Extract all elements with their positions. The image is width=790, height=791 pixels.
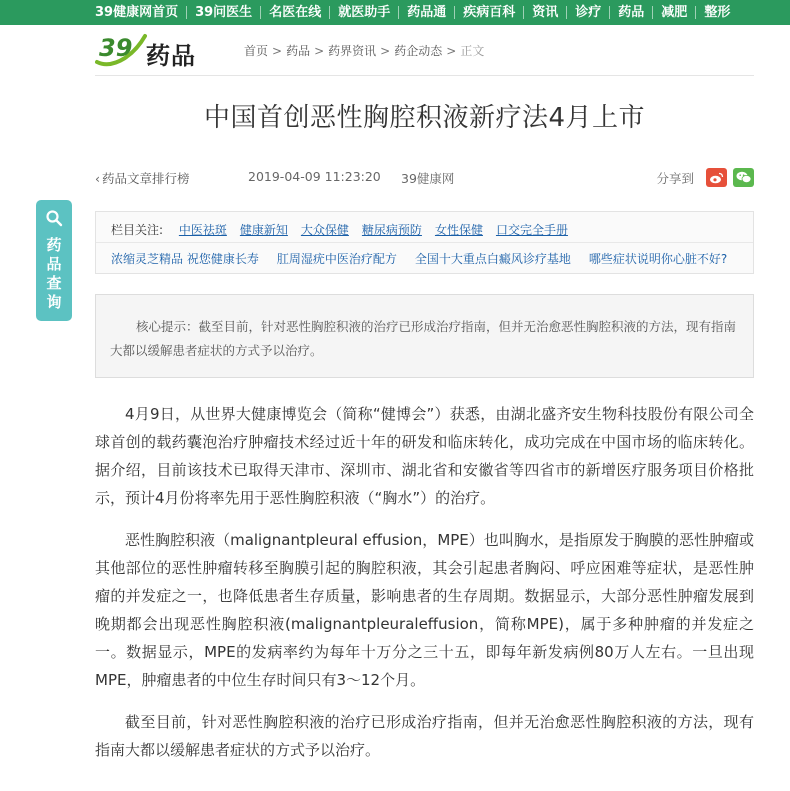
search-icon — [45, 209, 63, 227]
rank-list-link[interactable] — [95, 169, 190, 187]
topics-row-1 — [111, 221, 581, 238]
top-nav-item[interactable]: 诊疗 — [575, 5, 602, 20]
side-tab-char: 品 — [46, 255, 62, 273]
side-tab-char: 药 — [46, 236, 62, 254]
rank-list-label: 药品文章排行榜 — [102, 171, 190, 186]
topic-link[interactable]: 大众保健 — [300, 223, 349, 237]
header-divider — [95, 75, 754, 76]
core-tip-text: 核心提示：截至目前，针对恶性胸腔积液的治疗已形成治疗指南，但并无治愈恶性胸腔积液的方法，现有指南大都以缓解患者症状的方式予以治疗。 — [110, 319, 737, 358]
logo-number: 39 — [99, 34, 133, 62]
logo-text: 药品 — [146, 42, 196, 70]
body-paragraph: 截至目前，针对恶性胸腔积液的治疗已形成治疗指南，但并无治愈恶性胸腔积液的方法，现有指南大都以缓解患者症状的方式予以治疗。 — [95, 713, 754, 759]
top-nav-separator — [454, 6, 455, 19]
topics-divider — [96, 242, 753, 243]
breadcrumb-link[interactable]: 药品 — [286, 44, 311, 58]
top-nav-item[interactable]: 药品 — [618, 5, 645, 20]
top-nav-item[interactable]: 整形 — [704, 5, 731, 20]
promo-link[interactable]: 哪些症状说明你心脏不好? — [588, 252, 728, 266]
top-nav-item[interactable]: 就医助手 — [338, 5, 391, 20]
topic-link[interactable]: 口交完全手册 — [495, 223, 568, 237]
top-nav-separator — [566, 6, 567, 19]
top-nav-item[interactable]: 39问医生 — [195, 5, 253, 20]
body-paragraph: 恶性胸腔积液（malignantpleural effusion，MPE）也叫胸水，是指原发于胸膜的恶性肿瘤或其他部位的恶性肿瘤转移至胸膜引起的胸腔积液，其会引起患者胸闷、呼应困难等症状，是恶性肿瘤的并发症之一，也降低患者生存质量，影响患者的生存周期。数据显示，大部分恶性肿瘤发展到晚期都会出现恶性胸腔积液(malignantpleuraleffusion，简称MPE)，属于多种肿瘤的并发症之一。数据显示，MPE的发病率约为每年十万分之三十五，即每年新发病例80万人左右。一旦出现MPE，肿瘤患者的中位生存时间只有3～12个月。 — [95, 531, 754, 689]
topic-link[interactable]: 健康新知 — [239, 223, 288, 237]
promo-link[interactable]: 全国十大重点白癜风诊疗基地 — [414, 252, 571, 266]
breadcrumb-link[interactable]: 药企动态 — [394, 44, 443, 58]
logo-39-mark — [95, 32, 147, 68]
share-group — [656, 168, 754, 187]
top-nav-bar — [0, 0, 790, 25]
breadcrumb-separator: > — [380, 44, 391, 58]
publish-date: 2019-04-09 11:23:20 — [248, 169, 381, 184]
breadcrumb-current: 正文 — [460, 44, 485, 58]
chevron-left-icon: ‹ — [95, 171, 100, 186]
wechat-icon — [736, 171, 752, 184]
promo-link[interactable]: 浓缩灵芝精品 祝您健康长寿 — [111, 252, 259, 266]
breadcrumb — [244, 42, 484, 59]
top-nav-item[interactable]: 资讯 — [532, 5, 559, 20]
promo-link[interactable]: 肛周湿疣中医治疗配方 — [276, 252, 397, 266]
top-nav-item[interactable]: 疾病百科 — [463, 5, 516, 20]
topic-link[interactable]: 糖尿病预防 — [361, 223, 422, 237]
top-nav-items — [95, 0, 730, 25]
body-paragraph: 4月9日，从世界大健康博览会（简称“健博会”）获悉，由湖北盛齐安生物科技股份有限公司全球首创的载药囊泡治疗肿瘤技术经过近十年的研发和临床转化，成功完成在中国市场的临床转化。据介绍，目前该技术已取得天津市、深圳市、湖北省和安徽省等四省市的新增医疗服务项目价格批示，预计4月份将率先用于恶性胸腔积液（“胸水”）的治疗。 — [95, 405, 754, 507]
article-body — [95, 400, 754, 778]
breadcrumb-separator: > — [446, 44, 457, 58]
article-source: 39健康网 — [401, 171, 455, 186]
topics-label: 栏目关注: — [111, 223, 164, 237]
core-tip-box — [95, 294, 754, 378]
top-nav-item[interactable]: 名医在线 — [269, 5, 322, 20]
topic-link[interactable]: 中医祛斑 — [178, 223, 227, 237]
wechat-share-button[interactable] — [733, 168, 754, 187]
top-nav-separator — [523, 6, 524, 19]
top-nav-separator — [186, 6, 187, 19]
top-nav-item[interactable]: 39健康网首页 — [95, 5, 179, 20]
breadcrumb-link[interactable]: 药界资讯 — [328, 44, 377, 58]
topic-link[interactable]: 女性保健 — [434, 223, 483, 237]
topics-row-2 — [111, 250, 745, 267]
drug-query-side-tab[interactable] — [36, 200, 72, 321]
breadcrumb-separator: > — [314, 44, 325, 58]
top-nav-item[interactable]: 减肥 — [661, 5, 688, 20]
side-tab-label — [36, 236, 72, 312]
top-nav-separator — [260, 6, 261, 19]
side-tab-char: 询 — [46, 293, 62, 311]
top-nav-separator — [652, 6, 653, 19]
breadcrumb-separator: > — [272, 44, 283, 58]
weibo-icon — [709, 172, 724, 184]
article-meta — [95, 169, 754, 189]
article-title: 中国首创恶性胸腔积液新疗法4月上市 — [203, 103, 646, 133]
side-tab-char: 查 — [46, 274, 62, 292]
top-nav-separator — [609, 6, 610, 19]
column-topics-box — [95, 211, 754, 274]
top-nav-separator — [695, 6, 696, 19]
share-label: 分享到 — [656, 170, 694, 186]
weibo-share-button[interactable] — [706, 168, 727, 187]
top-nav-separator — [398, 6, 399, 19]
top-nav-item[interactable]: 药品通 — [407, 5, 447, 20]
top-nav-separator — [329, 6, 330, 19]
breadcrumb-link[interactable]: 首页 — [244, 44, 269, 58]
